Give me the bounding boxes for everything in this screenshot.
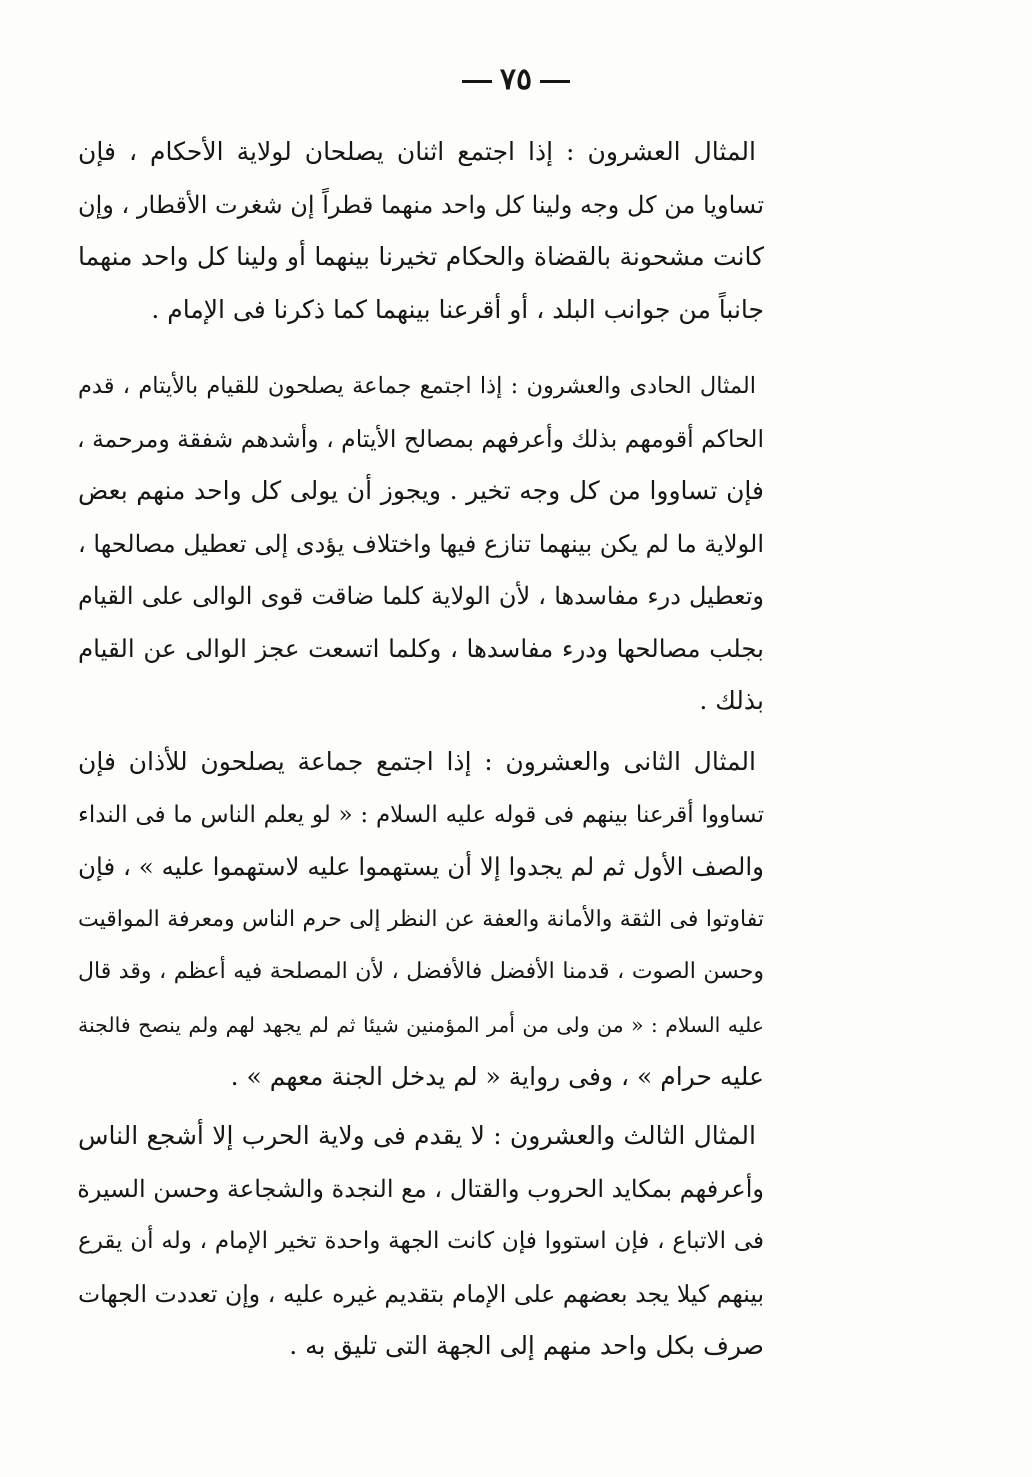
- paragraph-line: كانت مشحونة بالقضاة والحكام تخيرنا بينهما أو ولينا كل واحد منهما: [78, 242, 764, 271]
- paragraph-line: فإن تساووا من كل وجه تخير . ويجوز أن يولى كل واحد منهم بعض: [78, 476, 764, 505]
- paragraph-line: وأعرفهم بمكايد الحروب والقتال ، مع النجدة والشجاعة وحسن السيرة: [77, 1174, 764, 1203]
- paragraph-line: عليه حرام » ، وفى رواية « لم يدخل الجنة معهم » .: [230, 1062, 764, 1091]
- paragraph-line: صرف بكل واحد منهم إلى الجهة التى تليق به .: [289, 1331, 764, 1360]
- paragraph-line: بذلك .: [699, 686, 764, 715]
- paragraph-line: فى الاتباع ، فإن استووا فإن كانت الجهة واحدة تخير الإمام ، وله أن يقرع: [78, 1228, 764, 1254]
- paragraph-line: المثال الحادى والعشرون : إذا اجتمع جماعة يصلحون للقيام بالأيتام ، قدم: [78, 373, 756, 399]
- paragraph-line: جانباً من جوانب البلد ، أو أقرعنا بينهما كما ذكرنا فى الإمام .: [151, 294, 764, 324]
- paragraph-line: عليه السلام : « من ولى من أمر المؤمنين شيئا ثم لم يجهد لهم ولم ينصح فالجنة: [78, 1012, 764, 1037]
- paragraph-line: الحاكم أقومهم بذلك وأعرفهم بمصالح الأيتام ، وأشدهم شفقة ومرحمة ،: [77, 424, 764, 453]
- paragraph-line: المثال الثالث والعشرون : لا يقدم فى ولاية الحرب إلا أشجع الناس: [78, 1121, 756, 1150]
- paragraph-example-20: [78, 126, 764, 336]
- paragraph-line: تساويا من كل وجه ولينا كل واحد منهما قطراً إن شغرت الأقطار ، وإن: [78, 190, 764, 219]
- paragraph-line: وحسن الصوت ، قدمنا الأفضل فالأفضل ، لأن المصلحة فيه أعظم ، وقد قال: [78, 959, 764, 984]
- paragraph-example-23: [78, 1110, 764, 1373]
- paragraph-line: والصف الأول ثم لم يجدوا إلا أن يستهموا عليه لاستهموا عليه » ، فإن: [78, 852, 764, 881]
- paragraph-line: المثال العشرون : إذا اجتمع اثنان يصلحان لولاية الأحكام ، فإن: [78, 137, 756, 166]
- paragraph-line: بجلب مصالحها ودرء مفاسدها ، وكلما اتسعت عجز الوالى عن القيام: [78, 633, 764, 663]
- paragraph-line: وتعطيل درء مفاسدها ، لأن الولاية كلما ضاقت قوى الوالى على القيام: [78, 582, 764, 610]
- paragraph-example-22: [78, 736, 764, 1104]
- page-number-dash-left: [462, 80, 492, 83]
- page-number-value: ٧٥: [499, 62, 533, 97]
- paragraph-line: الولاية ما لم يكن بينهما تنازع فيها واختلاف يؤدى إلى تعطيل مصالحها ،: [78, 529, 764, 558]
- paragraph-line: بينهم كيلا يجد بعضهم على الإمام بتقديم غيره عليه ، وإن تعددت الجهات: [78, 1279, 764, 1308]
- paragraph-line: تفاوتوا فى الثقة والأمانة والعفة عن النظر إلى حرم الناس ومعرفة المواقيت: [78, 906, 764, 932]
- page-number: [0, 62, 1032, 97]
- page-number-dash-right: [540, 80, 570, 83]
- paragraph-line: تساووا أقرعنا بينهم فى قوله عليه السلام : « لو يعلم الناس ما فى النداء: [78, 801, 764, 828]
- paragraph-line: المثال الثانى والعشرون : إذا اجتمع جماعة يصلحون للأذان فإن: [78, 747, 756, 776]
- paragraph-example-21: [78, 360, 764, 728]
